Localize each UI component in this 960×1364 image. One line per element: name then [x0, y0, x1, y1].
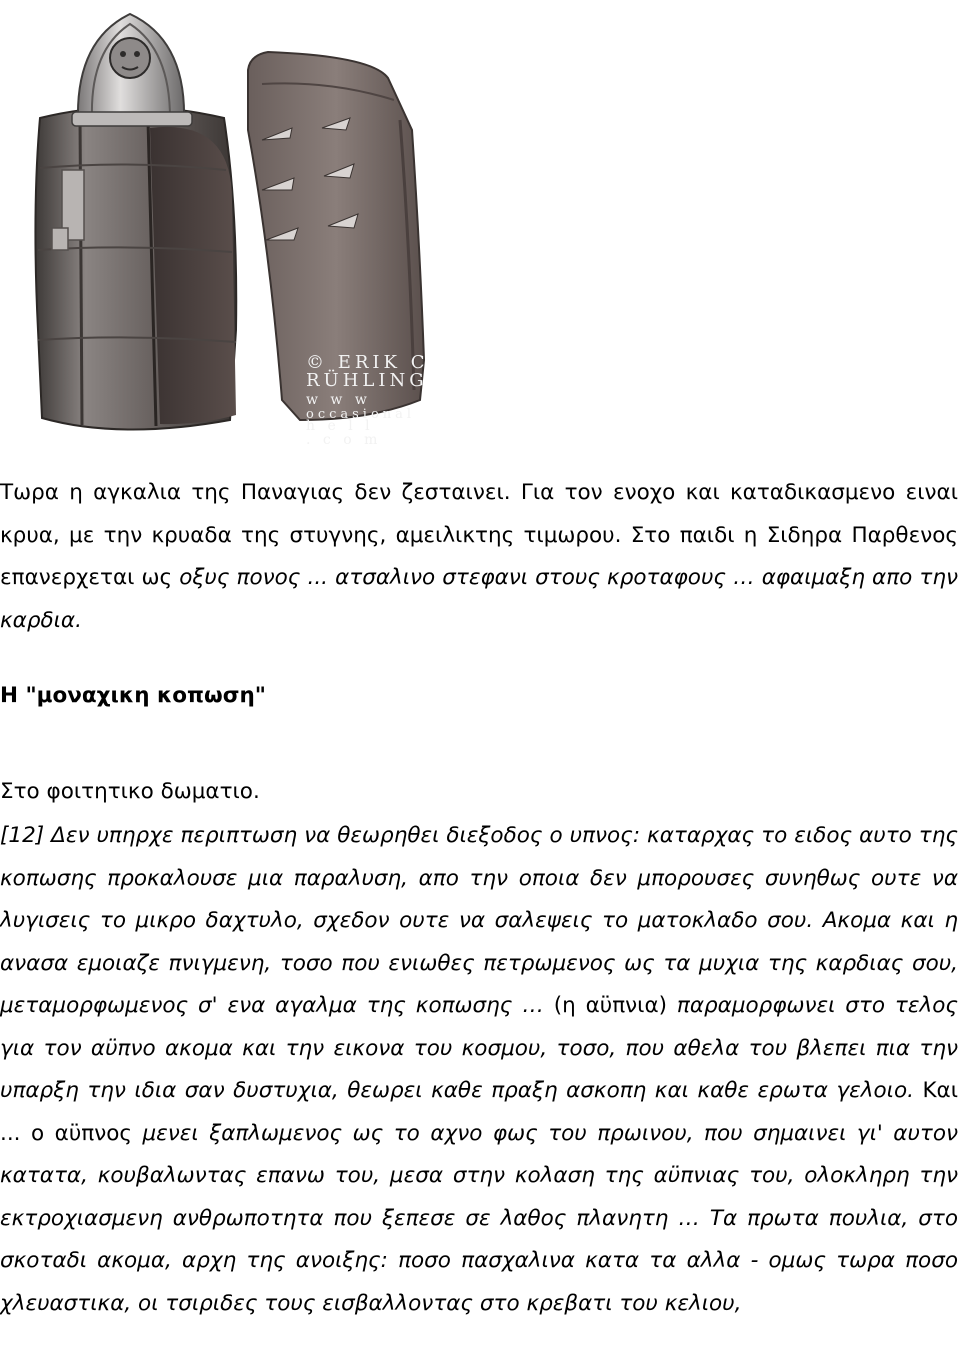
watermark-line-6: . c o m: [306, 432, 382, 448]
paragraph-3-part-5: μενει ξαπλωμενος ως το αχνο φως του πρωινου, που σημαινει γι' αυτον κατατα, κουβαλωντας επανω του, μεσα στην κολαση της αϋπνιας του, ολοκληρη την εκτροχιασμενη ανθρωποτητα που ξεπεσε σε λαθος πλανητη … Τα πρωτα πουλια, στο σκοταδι ακομα, αρχη της ανοιξης: ποσο πασχαλινα κατα τα αλλα - ομως τωρα ποσο χλευαστικα, οι τσιριδες τους εισβαλλοντας στο κρεβατι του κελιου,: [0, 1120, 958, 1316]
paragraph-3-part-1: [12] Δεν υπηρχε περιπτωση να θεωρηθει διεξοδος ο υπνος: καταρχας το ειδος αυτο της κοπωσης προκαλουσε μια παραλυση, απο την οποια δεν μπορουσες συνηθως ουτε να λυγισεις το μικρο δαχτυλο, σχεδον ουτε να σαλεψεις το ματοκλαδο σου. Ακομα και η ανασα εμοιαζε πνιγμενη, τοσο που ενιωθες πετρωμενος ως τα μυχια της καρδιας σου, μεταμορφωμενος σ' ενα αγαλμα της κοπωσης …: [0, 823, 958, 1018]
section-heading: Η "μοναχικη κοπωση": [0, 683, 266, 708]
paragraph-3-part-2: (η αϋπνια): [553, 993, 668, 1018]
paragraph-3: [0, 815, 958, 1325]
paragraph-1-line-2: ειναι κρυα, με την κρυαδα της στυγνης, αμειλικτης τιμωρου. Στο παιδι η Σιδηρα: [0, 480, 958, 548]
paragraph-1-line-1: Τωρα η αγκαλια της Παναγιας δεν ζεσταινει. Για τον ενοχο και καταδικασμενο: [0, 480, 896, 505]
paragraph-1-line-4-italic: αφαιμαξη απο την καρδια.: [0, 565, 958, 633]
watermark-line-3: w w w: [306, 392, 371, 408]
paragraph-3-part-4: Και ... ο αϋπνος: [0, 1078, 958, 1146]
iron-maiden-drawing: [0, 0, 440, 450]
paragraph-1-line-3-italic: οξυς πονος ... ατσαλινο στεφανι στους κροταφους …: [179, 565, 755, 590]
paragraph-1: [0, 472, 958, 642]
watermark-line-2: RÜHLING: [306, 370, 428, 391]
watermark-line-5: h e l l: [306, 418, 374, 434]
paragraph-1-line-3-start: Παρθενος επανερχεται ως: [0, 522, 958, 590]
paragraph-2: Στο φοιτητικο δωματιο.: [0, 779, 260, 804]
watermark-line-1: © ERIK C: [306, 352, 429, 373]
watermark-line-4: occasional: [306, 407, 416, 422]
iron-maiden-illustration: [0, 0, 440, 450]
paragraph-3-part-3: παραμορφωνει στο τελος για τον αϋπνο ακομα και την εικονα του κοσμου, τοσο, που αθελα του βλεπει πια την υπαρξη την ιδια σαν δυστυχια, θεωρει καθε πραξη ασκοπη και καθε ερωτα γελοιο.: [0, 993, 958, 1103]
